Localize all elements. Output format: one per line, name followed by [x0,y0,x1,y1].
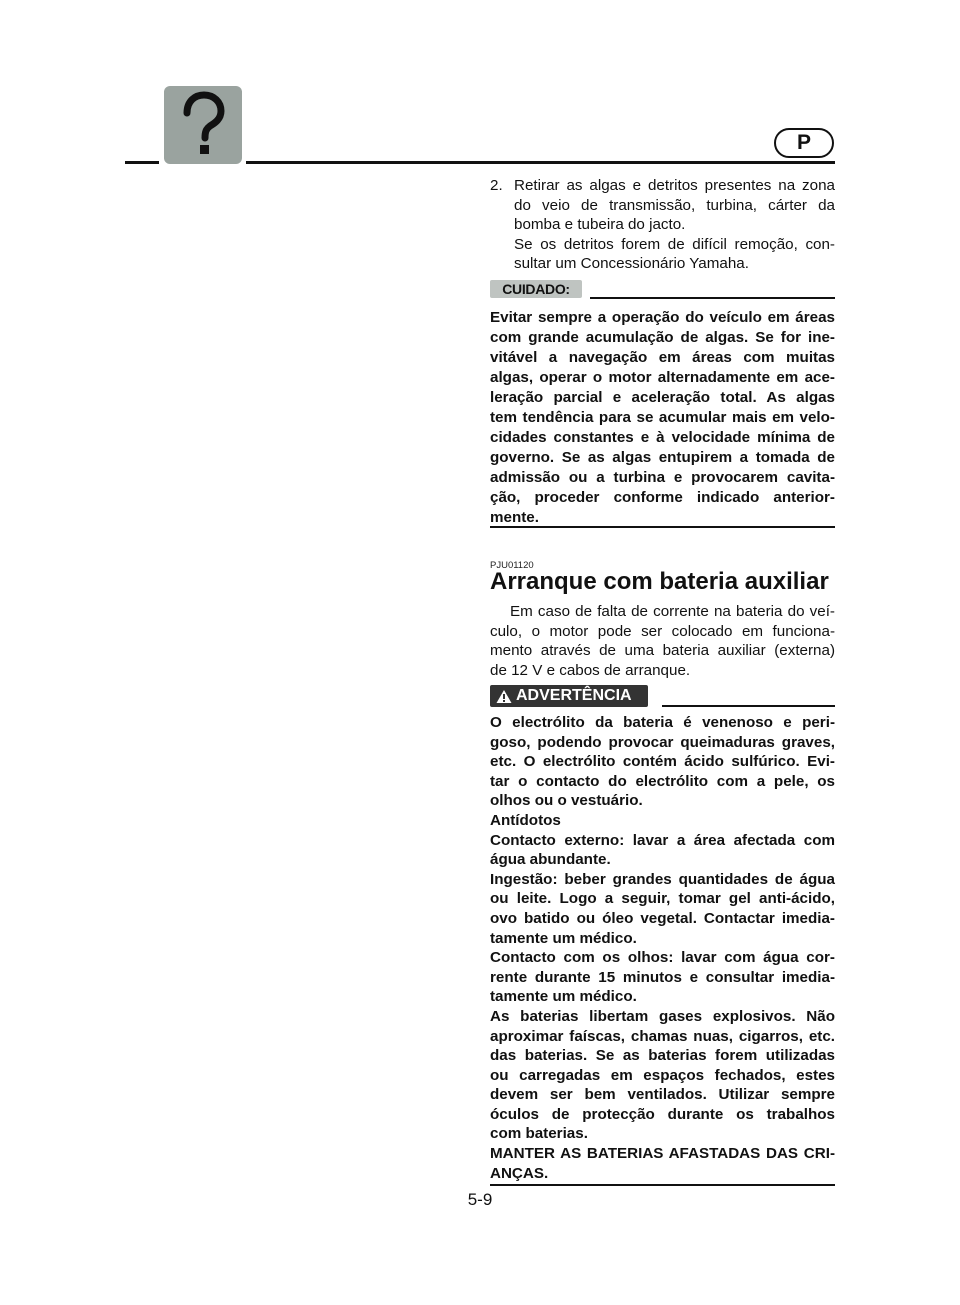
text-line: tamente um médico. [490,988,637,1006]
text-line: olhos ou o vestuário. [490,792,643,810]
text-line: devem ser bem ventilados. Utilizar sempre [490,1086,835,1104]
warning-label-text: ADVERTÊNCIA [516,687,632,704]
warning-header [490,685,835,707]
text-line: ovo batido ou óleo vegetal. Contactar imedia- [490,909,835,927]
text-line: leração parcial e aceleração total. As algas [490,389,835,406]
section-code: PJU01120 [490,560,534,571]
text-line: Em caso de falta de corrente na bateria do veí- [510,603,835,620]
text-line: Ingestão: beber grandes quantidades de água [490,870,835,888]
text-line: Retirar as algas e detritos presentes na zona [514,177,835,194]
warning-label [490,685,648,707]
warning-rule [662,705,835,707]
text-line: mente. [490,509,539,526]
warning-body [490,713,835,1183]
language-badge: P [774,128,834,158]
text-line: água abundante. [490,851,611,869]
text-line: ou carregadas em espaços fechados, estes [490,1066,835,1084]
text-line: óculos de protecção durante os trabalhos [490,1105,835,1123]
caution-body [490,308,835,528]
text-line: Contacto externo: lavar a área afectada com [490,831,835,849]
text-line: algas, operar o motor alternadamente em ace- [490,369,835,386]
text-line: tamente um médico. [490,929,637,947]
text-line: rente durante 15 minutos e consultar imedia- [490,968,835,986]
text-line: tar o contacto do electrólito com a pele, os [490,772,835,790]
caution-label: CUIDADO: [490,280,582,298]
text-line: de 12 V e cabos de arranque. [490,661,691,679]
text-line: com baterias. [490,1125,588,1143]
step-2 [490,176,835,274]
caution-rule [590,297,835,299]
text-line: Antídotos [490,811,561,829]
text-line: O electrólito da bateria é venenoso e peri- [490,714,835,731]
text-line: aproximar faíscas, chamas nuas, cigarros, etc. [490,1027,835,1045]
text-line: Contacto com os olhos: lavar com água cor- [490,949,835,967]
text-line: culo, o motor pode ser colocado em funciona- [490,622,835,640]
header-rule-right [246,161,835,164]
text-line: sultar um Concessionário Yamaha. [514,255,749,273]
text-line: bomba e tubeira do jacto. [514,216,686,234]
text-line: cidades constantes e à velocidade mínima de [490,429,835,446]
question-mark-icon [164,86,242,164]
text-line: MANTER AS BATERIAS AFASTADAS DAS CRI- [490,1145,835,1163]
caution-header [490,280,835,300]
text-line: etc. O electrólito contém ácido sulfúrico. Evi- [490,753,835,771]
text-line: Evitar sempre a operação do veículo em áreas [490,309,835,326]
text-line: mento através de uma bateria auxiliar (externa) [490,642,835,660]
text-line: ou leite. Logo a seguir, tomar gel anti-ácido, [490,890,835,908]
text-line: tem tendência para se acumular mais em velo- [490,409,835,426]
text-line: das baterias. Se as baterias forem utilizadas [490,1047,835,1065]
text-line: admissão ou a turbina e provocarem cavita- [490,469,835,486]
header-rule-left [125,161,159,164]
page-number: 5-9 [467,1190,493,1209]
warning-triangle-icon [496,689,512,704]
warning-end-rule [490,1184,835,1186]
text-line: goso, podendo provocar queimaduras graves, [490,733,835,751]
section-intro [490,602,835,680]
caution-end-rule [490,526,835,528]
text-line: As baterias libertam gases explosivos. Não [490,1007,835,1025]
text-line: ANÇAS. [490,1164,549,1182]
section-title: Arranque com bateria auxiliar [490,568,829,595]
text-line: governo. Se as algas entupirem a tomada de [490,449,835,466]
text-line: Se os detritos forem de difícil remoção, con- [514,235,835,253]
step-number: 2. [490,177,503,194]
text-line: ção, proceder conforme indicado anterior- [490,489,835,506]
text-line: vitável a navegação em áreas com muitas [490,349,835,366]
text-line: do veio de transmissão, turbina, cárter da [514,196,835,214]
text-line: com grande acumulação de algas. Se for ine- [490,329,835,346]
